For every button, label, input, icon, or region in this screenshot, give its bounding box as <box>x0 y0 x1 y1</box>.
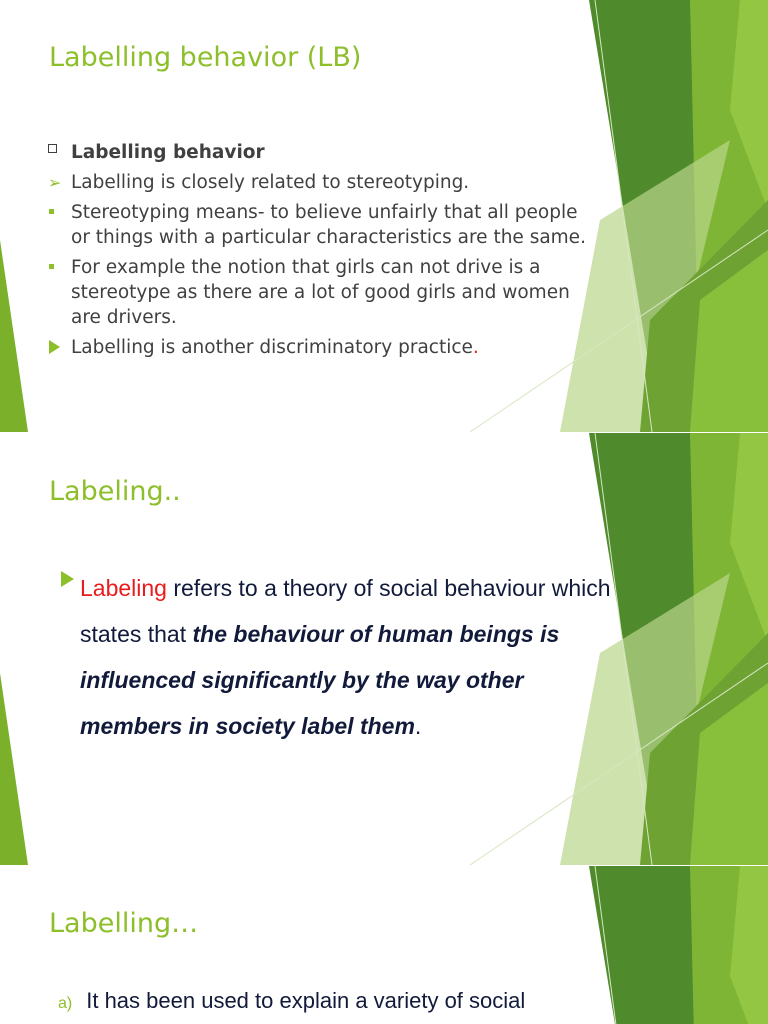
triangle-bullet-icon <box>61 571 74 587</box>
slide-3-title: Labelling… <box>49 908 199 939</box>
bullet-item: ➢ Labelling is closely related to stereotyping. <box>48 172 470 193</box>
list-item-marker: a) <box>58 995 73 1012</box>
bullet-item: Labelling behavior <box>48 140 588 165</box>
trailing-period: . <box>472 337 479 358</box>
highlighted-term: Labeling <box>80 575 167 601</box>
slide-1-title: Labelling behavior (LB) <box>49 42 362 73</box>
slide-3 <box>0 866 768 1024</box>
chevron-right-bullet-icon: ➢ <box>48 173 62 192</box>
bullet-item: Labelling is another discriminatory practice. <box>48 335 588 360</box>
triangle-bullet-icon <box>49 340 60 354</box>
bullet-item: Stereotyping means- to believe unfairly that all people or things with a particular characteristics are the same. <box>48 200 588 250</box>
square-bullet-icon <box>49 209 54 214</box>
slide-2 <box>0 433 768 865</box>
list-item <box>58 988 618 1014</box>
hollow-square-bullet-icon <box>48 144 57 153</box>
slide-2-paragraph: Labeling refers to a theory of social behaviour which states that the behaviour of human beings is influenced significantly by the way other members in society label them. <box>80 575 611 739</box>
list-item-text: It has been used to explain a variety of social <box>86 988 526 1013</box>
slide-1-bullet-list <box>48 140 588 365</box>
slide-2-title: Labeling.. <box>49 476 181 507</box>
emphasized-definition: the behaviour of human beings is influenced significantly by the way other members in society label them <box>80 621 560 739</box>
bullet-item: For example the notion that girls can not drive is a stereotype as there are a lot of good girls and women are drivers. <box>48 255 588 330</box>
square-bullet-icon <box>49 264 54 269</box>
slide-1 <box>0 0 768 432</box>
